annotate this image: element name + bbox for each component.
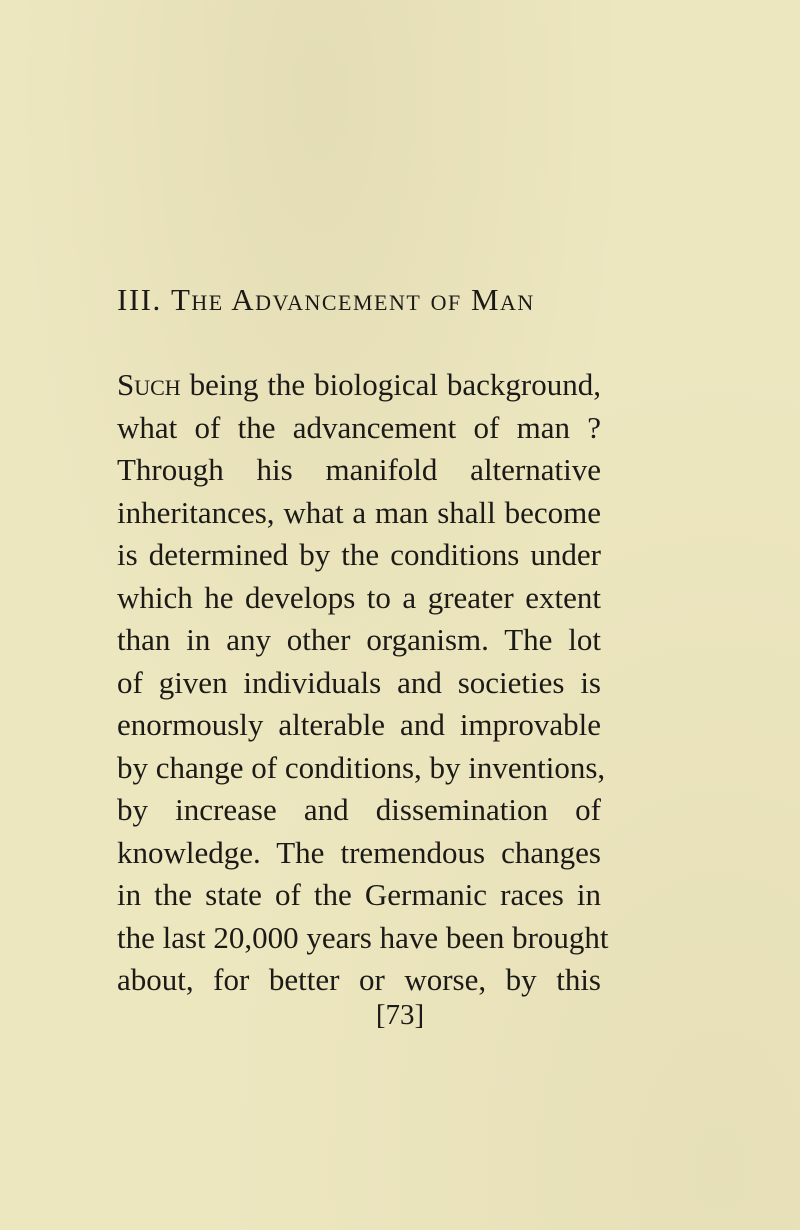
text-line: about, for better or worse, by this bbox=[117, 962, 601, 997]
lead-word: Such bbox=[117, 367, 181, 402]
text-line: in the state of the Germanic races in bbox=[117, 877, 601, 912]
section-title: The Advancement of Man bbox=[170, 282, 535, 317]
text-line: of given individuals and societies is bbox=[117, 664, 601, 700]
text-line: enormously alterable and improvable bbox=[117, 707, 601, 742]
text-line: inheritances, what a man shall become bbox=[117, 494, 601, 530]
text-line: by change of conditions, by inventions, bbox=[117, 749, 606, 785]
text-line: by increase and dissemination of bbox=[117, 792, 601, 827]
text-line: which he develops to a greater extent bbox=[117, 579, 601, 615]
text-line: is determined by the conditions under bbox=[117, 537, 601, 572]
page-number: [73] bbox=[375, 999, 425, 1031]
body-paragraph bbox=[117, 364, 609, 1002]
text-line: Through his manifold alternative bbox=[117, 452, 601, 487]
text-line: knowledge. The tremendous changes bbox=[117, 834, 601, 870]
text-line: than in any other organism. The lot bbox=[117, 622, 601, 657]
text-line: what of the advancement of man ? bbox=[117, 409, 601, 445]
section-heading bbox=[117, 281, 535, 319]
section-numeral: III. bbox=[117, 282, 162, 317]
text-line: the last 20,000 years have been brought bbox=[117, 919, 609, 955]
text-line: Such being the biological background, bbox=[117, 367, 601, 402]
